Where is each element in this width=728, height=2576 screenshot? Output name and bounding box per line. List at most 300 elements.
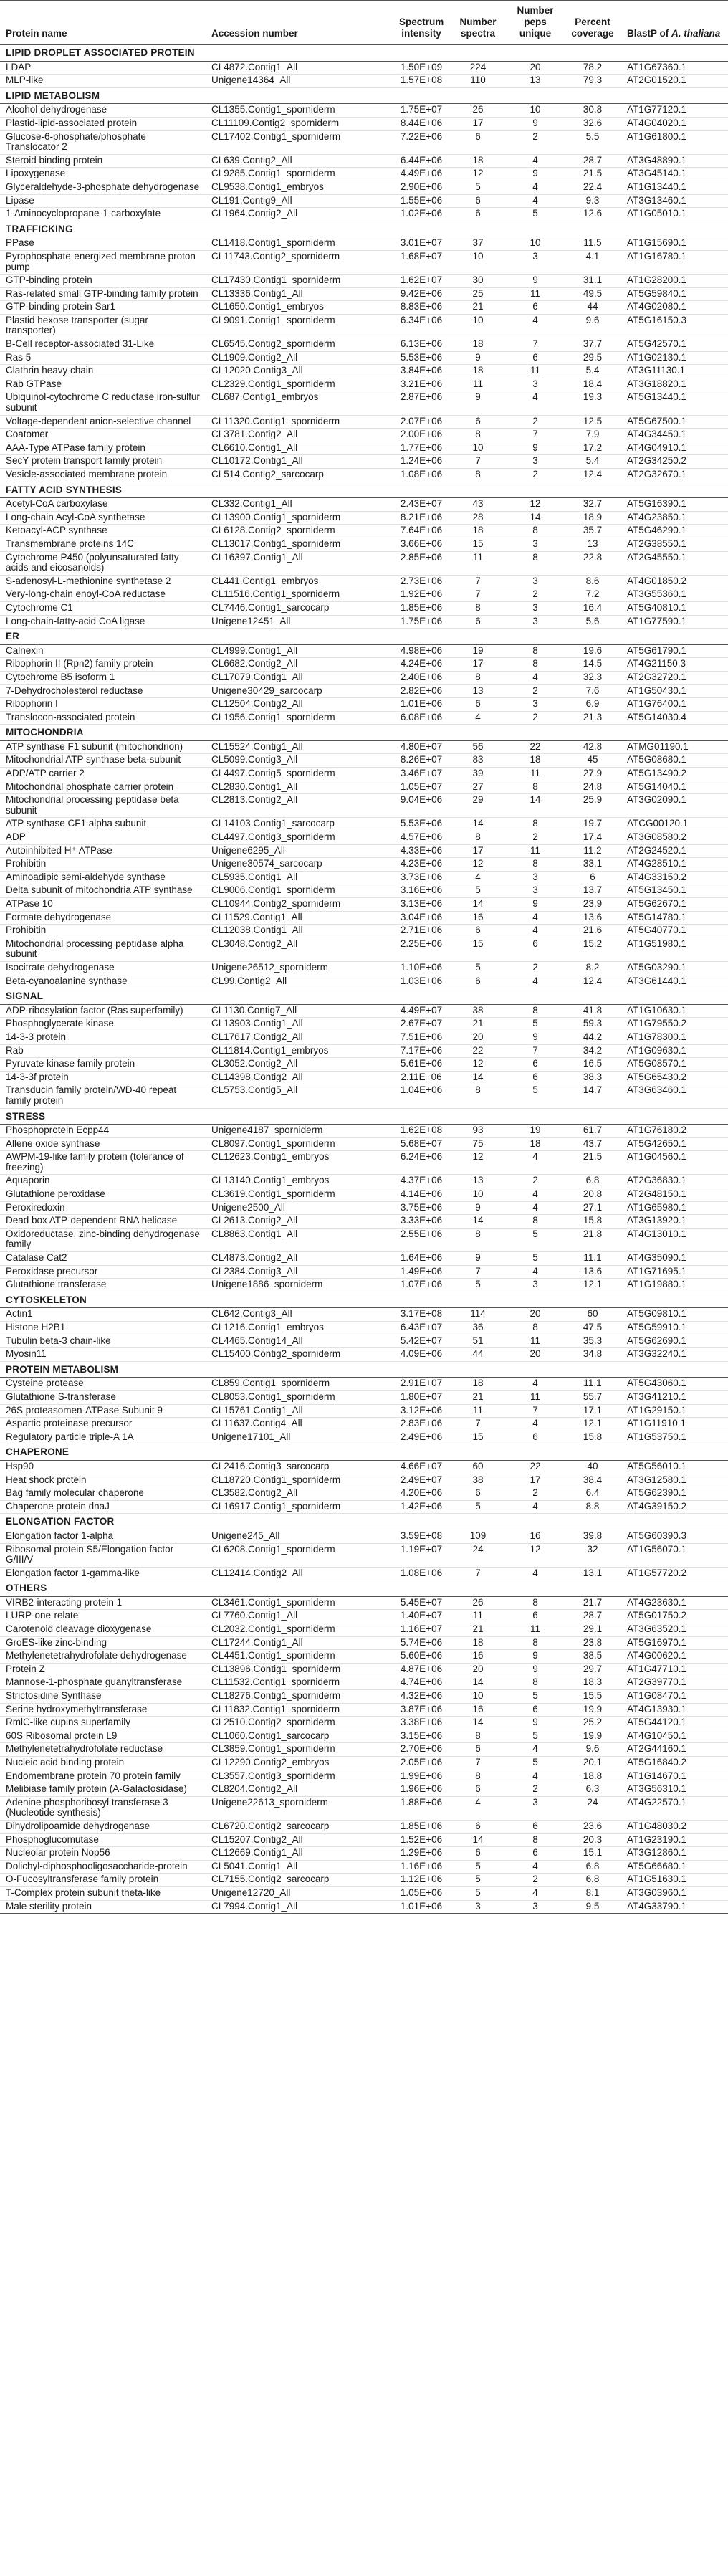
cell-percent-coverage: 17.4 bbox=[564, 831, 621, 845]
cell-percent-coverage: 24.8 bbox=[564, 781, 621, 794]
table-row bbox=[0, 1175, 728, 1188]
cell-percent-coverage: 23.6 bbox=[564, 1820, 621, 1833]
cell-number-peps-unique: 4 bbox=[507, 1743, 564, 1757]
header-number-spectra: Number spectra bbox=[449, 1, 507, 45]
cell-accession-number: CL2613.Contig2_All bbox=[206, 1215, 393, 1229]
cell-protein-name: ATP synthase CF1 alpha subunit bbox=[0, 818, 206, 831]
cell-protein-name: Prohibitin bbox=[0, 925, 206, 938]
cell-accession-number: CL3859.Contig1_sporniderm bbox=[206, 1743, 393, 1757]
cell-number-spectra: 10 bbox=[449, 1690, 507, 1704]
cell-blastp-hit: AT5G46290.1 bbox=[621, 525, 728, 538]
cell-protein-name: Carotenoid cleavage dioxygenase bbox=[0, 1623, 206, 1637]
section-title: LIPID METABOLISM bbox=[0, 87, 728, 104]
cell-spectrum-intensity: 6.08E+06 bbox=[393, 711, 449, 725]
cell-protein-name: ADP-ribosylation factor (Ras superfamily) bbox=[0, 1004, 206, 1018]
cell-number-peps-unique: 13 bbox=[507, 75, 564, 88]
cell-blastp-hit: AT3G08580.2 bbox=[621, 831, 728, 845]
cell-blastp-hit: AT5G08680.1 bbox=[621, 754, 728, 768]
cell-percent-coverage: 13.1 bbox=[564, 1567, 621, 1580]
cell-protein-name: Hsp90 bbox=[0, 1460, 206, 1474]
cell-number-peps-unique: 3 bbox=[507, 1796, 564, 1820]
cell-percent-coverage: 79.3 bbox=[564, 75, 621, 88]
cell-number-peps-unique: 4 bbox=[507, 314, 564, 338]
table-header bbox=[0, 1, 728, 45]
cell-percent-coverage: 9.6 bbox=[564, 1743, 621, 1757]
cell-percent-coverage: 18.8 bbox=[564, 1770, 621, 1783]
table-row bbox=[0, 1770, 728, 1783]
table-row bbox=[0, 1820, 728, 1833]
cell-blastp-hit: AT3G02090.1 bbox=[621, 794, 728, 818]
cell-number-spectra: 5 bbox=[449, 1886, 507, 1900]
section-header-row bbox=[0, 725, 728, 741]
cell-percent-coverage: 61.7 bbox=[564, 1125, 621, 1138]
cell-number-spectra: 38 bbox=[449, 1474, 507, 1487]
cell-blastp-hit: AT5G44120.1 bbox=[621, 1717, 728, 1730]
cell-spectrum-intensity: 5.42E+07 bbox=[393, 1335, 449, 1348]
section-title: MITOCHONDRIA bbox=[0, 725, 728, 741]
cell-percent-coverage: 21.5 bbox=[564, 168, 621, 181]
table-row bbox=[0, 511, 728, 525]
cell-number-peps-unique: 9 bbox=[507, 1650, 564, 1664]
cell-protein-name: Methylenetetrahydrofolate reductase bbox=[0, 1743, 206, 1757]
section-title: STRESS bbox=[0, 1108, 728, 1125]
cell-number-spectra: 7 bbox=[449, 575, 507, 588]
cell-spectrum-intensity: 9.04E+06 bbox=[393, 794, 449, 818]
cell-accession-number: CL11637.Contig4_All bbox=[206, 1418, 393, 1431]
cell-blastp-hit: AT3G12580.1 bbox=[621, 1474, 728, 1487]
table-row bbox=[0, 1252, 728, 1266]
cell-accession-number: CL7446.Contig1_sarcocarp bbox=[206, 601, 393, 615]
cell-blastp-hit: AT4G22570.1 bbox=[621, 1796, 728, 1820]
table-row bbox=[0, 314, 728, 338]
cell-number-spectra: 8 bbox=[449, 1084, 507, 1108]
cell-blastp-hit: AT5G16970.1 bbox=[621, 1636, 728, 1650]
cell-accession-number: CL8204.Contig2_All bbox=[206, 1783, 393, 1797]
cell-number-spectra: 21 bbox=[449, 1018, 507, 1031]
cell-protein-name: Mitochondrial phosphate carrier protein bbox=[0, 781, 206, 794]
table-row bbox=[0, 181, 728, 194]
cell-accession-number: CL17079.Contig1_All bbox=[206, 671, 393, 684]
cell-percent-coverage: 19.6 bbox=[564, 644, 621, 658]
cell-blastp-hit: AT1G77590.1 bbox=[621, 615, 728, 629]
cell-accession-number: CL2032.Contig1_sporniderm bbox=[206, 1623, 393, 1637]
cell-accession-number: CL7155.Contig2_sarcocarp bbox=[206, 1874, 393, 1887]
cell-number-spectra: 29 bbox=[449, 794, 507, 818]
cell-blastp-hit: AT3G13920.1 bbox=[621, 1215, 728, 1229]
cell-protein-name: ATPase 10 bbox=[0, 898, 206, 912]
cell-number-peps-unique: 5 bbox=[507, 1757, 564, 1770]
table-row bbox=[0, 818, 728, 831]
table-row bbox=[0, 275, 728, 288]
cell-number-peps-unique: 4 bbox=[507, 911, 564, 925]
cell-percent-coverage: 15.5 bbox=[564, 1690, 621, 1704]
cell-number-spectra: 25 bbox=[449, 287, 507, 301]
table-row bbox=[0, 1084, 728, 1108]
cell-blastp-hit: AT4G33150.2 bbox=[621, 871, 728, 884]
cell-protein-name: Heat shock protein bbox=[0, 1474, 206, 1487]
cell-protein-name: O-Fucosyltransferase family protein bbox=[0, 1874, 206, 1887]
section-title: SIGNAL bbox=[0, 988, 728, 1005]
cell-number-spectra: 36 bbox=[449, 1322, 507, 1335]
cell-number-spectra: 10 bbox=[449, 250, 507, 274]
cell-blastp-hit: AT2G44160.1 bbox=[621, 1743, 728, 1757]
cell-protein-name: Aquaporin bbox=[0, 1175, 206, 1188]
section-header-row bbox=[0, 482, 728, 498]
cell-accession-number: Unigene30574_sarcocarp bbox=[206, 858, 393, 872]
cell-spectrum-intensity: 3.46E+07 bbox=[393, 768, 449, 781]
cell-percent-coverage: 8.2 bbox=[564, 961, 621, 975]
cell-number-spectra: 14 bbox=[449, 818, 507, 831]
header-blastp-prefix: BlastP of bbox=[627, 28, 672, 39]
cell-number-peps-unique: 3 bbox=[507, 615, 564, 629]
cell-accession-number: CL2329.Contig1_sporniderm bbox=[206, 378, 393, 391]
cell-protein-name: Melibiase family protein (A-Galactosidase) bbox=[0, 1783, 206, 1797]
table-row bbox=[0, 898, 728, 912]
table-row bbox=[0, 538, 728, 551]
cell-spectrum-intensity: 9.42E+06 bbox=[393, 287, 449, 301]
cell-spectrum-intensity: 4.49E+06 bbox=[393, 168, 449, 181]
cell-percent-coverage: 5.4 bbox=[564, 455, 621, 469]
table-row bbox=[0, 684, 728, 698]
cell-number-peps-unique: 6 bbox=[507, 1847, 564, 1861]
cell-number-peps-unique: 6 bbox=[507, 1071, 564, 1084]
cell-number-spectra: 18 bbox=[449, 1378, 507, 1391]
cell-protein-name: Very-long-chain enoyl-CoA reductase bbox=[0, 588, 206, 602]
cell-number-peps-unique: 8 bbox=[507, 551, 564, 575]
cell-spectrum-intensity: 3.12E+06 bbox=[393, 1404, 449, 1418]
cell-number-peps-unique: 2 bbox=[507, 1175, 564, 1188]
cell-protein-name: VIRB2-interacting protein 1 bbox=[0, 1596, 206, 1610]
cell-spectrum-intensity: 1.57E+08 bbox=[393, 75, 449, 88]
cell-blastp-hit: AT5G40810.1 bbox=[621, 601, 728, 615]
cell-blastp-hit: AT2G32720.1 bbox=[621, 671, 728, 684]
table-row bbox=[0, 1900, 728, 1914]
table-row bbox=[0, 469, 728, 482]
cell-percent-coverage: 15.8 bbox=[564, 1215, 621, 1229]
cell-spectrum-intensity: 3.38E+06 bbox=[393, 1717, 449, 1730]
cell-blastp-hit: AT3G63520.1 bbox=[621, 1623, 728, 1637]
cell-number-spectra: 6 bbox=[449, 1487, 507, 1501]
section-title: ELONGATION FACTOR bbox=[0, 1514, 728, 1530]
cell-number-peps-unique: 4 bbox=[507, 1265, 564, 1279]
cell-percent-coverage: 12.1 bbox=[564, 1279, 621, 1292]
cell-accession-number: CL3461.Contig1_sporniderm bbox=[206, 1596, 393, 1610]
cell-number-spectra: 17 bbox=[449, 117, 507, 130]
cell-accession-number: CL18720.Contig1_sporniderm bbox=[206, 1474, 393, 1487]
cell-protein-name: Bag family molecular chaperone bbox=[0, 1487, 206, 1501]
cell-spectrum-intensity: 3.04E+06 bbox=[393, 911, 449, 925]
cell-number-peps-unique: 10 bbox=[507, 237, 564, 251]
cell-accession-number: CL5099.Contig3_All bbox=[206, 754, 393, 768]
cell-number-spectra: 11 bbox=[449, 378, 507, 391]
cell-percent-coverage: 38.5 bbox=[564, 1650, 621, 1664]
header-percent-coverage: Percent coverage bbox=[564, 1, 621, 45]
cell-number-spectra: 19 bbox=[449, 644, 507, 658]
cell-number-spectra: 11 bbox=[449, 1610, 507, 1623]
cell-protein-name: Nucleolar protein Nop56 bbox=[0, 1847, 206, 1861]
cell-number-peps-unique: 2 bbox=[507, 1487, 564, 1501]
cell-spectrum-intensity: 1.16E+06 bbox=[393, 1860, 449, 1874]
cell-protein-name: Rab bbox=[0, 1044, 206, 1058]
cell-protein-name: Allene oxide synthase bbox=[0, 1137, 206, 1151]
cell-percent-coverage: 59.3 bbox=[564, 1018, 621, 1031]
cell-spectrum-intensity: 5.53E+06 bbox=[393, 818, 449, 831]
cell-spectrum-intensity: 5.53E+06 bbox=[393, 351, 449, 365]
cell-blastp-hit: AT4G39150.2 bbox=[621, 1500, 728, 1514]
cell-number-spectra: 6 bbox=[449, 1847, 507, 1861]
cell-number-spectra: 5 bbox=[449, 961, 507, 975]
table-row bbox=[0, 525, 728, 538]
cell-spectrum-intensity: 3.16E+06 bbox=[393, 884, 449, 898]
table-row bbox=[0, 104, 728, 118]
cell-number-spectra: 110 bbox=[449, 75, 507, 88]
cell-protein-name: Mitochondrial ATP synthase beta-subunit bbox=[0, 754, 206, 768]
cell-protein-name: Ubiquinol-cytochrome C reductase iron-sulfur subunit bbox=[0, 391, 206, 415]
table-row bbox=[0, 1460, 728, 1474]
cell-blastp-hit: AT3G63460.1 bbox=[621, 1084, 728, 1108]
cell-protein-name: Dolichyl-diphosphooligosaccharide-protein bbox=[0, 1860, 206, 1874]
cell-spectrum-intensity: 1.75E+07 bbox=[393, 104, 449, 118]
table-row bbox=[0, 1228, 728, 1251]
cell-accession-number: CL14103.Contig1_sarcocarp bbox=[206, 818, 393, 831]
cell-blastp-hit: AT1G76400.1 bbox=[621, 698, 728, 712]
cell-protein-name: Ras-related small GTP-binding family protein bbox=[0, 287, 206, 301]
cell-blastp-hit: AT4G10450.1 bbox=[621, 1730, 728, 1743]
cell-spectrum-intensity: 1.16E+07 bbox=[393, 1623, 449, 1637]
cell-blastp-hit: AT1G78300.1 bbox=[621, 1031, 728, 1044]
cell-number-spectra: 4 bbox=[449, 871, 507, 884]
cell-blastp-hit: AT1G14670.1 bbox=[621, 1770, 728, 1783]
cell-number-peps-unique: 12 bbox=[507, 1543, 564, 1567]
cell-blastp-hit: AT1G67360.1 bbox=[621, 61, 728, 75]
cell-spectrum-intensity: 5.74E+06 bbox=[393, 1636, 449, 1650]
cell-percent-coverage: 7.2 bbox=[564, 588, 621, 602]
table-row bbox=[0, 884, 728, 898]
cell-accession-number: CL16397.Contig1_All bbox=[206, 551, 393, 575]
cell-protein-name: PPase bbox=[0, 237, 206, 251]
cell-accession-number: CL1130.Contig7_All bbox=[206, 1004, 393, 1018]
cell-percent-coverage: 21.8 bbox=[564, 1228, 621, 1251]
cell-number-peps-unique: 4 bbox=[507, 1418, 564, 1431]
table-row bbox=[0, 1860, 728, 1874]
cell-accession-number: CL8863.Contig1_All bbox=[206, 1228, 393, 1251]
cell-percent-coverage: 17.1 bbox=[564, 1404, 621, 1418]
cell-number-spectra: 5 bbox=[449, 1874, 507, 1887]
section-header-row bbox=[0, 629, 728, 645]
cell-protein-name: Cytochrome B5 isoform 1 bbox=[0, 671, 206, 684]
cell-blastp-hit: AT5G40770.1 bbox=[621, 925, 728, 938]
cell-accession-number: Unigene2500_All bbox=[206, 1201, 393, 1215]
cell-spectrum-intensity: 4.14E+06 bbox=[393, 1188, 449, 1202]
cell-protein-name: Clathrin heavy chain bbox=[0, 365, 206, 378]
cell-accession-number: CL5935.Contig1_All bbox=[206, 871, 393, 884]
cell-protein-name: Nucleic acid binding protein bbox=[0, 1757, 206, 1770]
cell-accession-number: CL13896.Contig1_sporniderm bbox=[206, 1663, 393, 1676]
cell-accession-number: Unigene12451_All bbox=[206, 615, 393, 629]
cell-number-peps-unique: 4 bbox=[507, 1886, 564, 1900]
table-row bbox=[0, 130, 728, 154]
cell-protein-name: Tubulin beta-3 chain-like bbox=[0, 1335, 206, 1348]
cell-percent-coverage: 29.5 bbox=[564, 351, 621, 365]
cell-number-spectra: 24 bbox=[449, 1543, 507, 1567]
cell-spectrum-intensity: 4.23E+06 bbox=[393, 858, 449, 872]
cell-percent-coverage: 23.8 bbox=[564, 1636, 621, 1650]
cell-protein-name: Mannose-1-phosphate guanyltransferase bbox=[0, 1676, 206, 1690]
cell-accession-number: CL11814.Contig1_embryos bbox=[206, 1044, 393, 1058]
table-row bbox=[0, 1404, 728, 1418]
cell-number-spectra: 56 bbox=[449, 740, 507, 754]
section-header-row bbox=[0, 1292, 728, 1308]
cell-protein-name: Plastid hexose transporter (sugar transporter) bbox=[0, 314, 206, 338]
cell-number-spectra: 8 bbox=[449, 1730, 507, 1743]
cell-spectrum-intensity: 4.09E+06 bbox=[393, 1348, 449, 1362]
cell-accession-number: CL17617.Contig2_All bbox=[206, 1031, 393, 1044]
cell-protein-name: Ribosomal protein S5/Elongation factor G/III/V bbox=[0, 1543, 206, 1567]
cell-accession-number: CL4451.Contig1_sporniderm bbox=[206, 1650, 393, 1664]
cell-protein-name: SecY protein transport family protein bbox=[0, 455, 206, 469]
cell-accession-number: CL1355.Contig1_sporniderm bbox=[206, 104, 393, 118]
cell-number-peps-unique: 4 bbox=[507, 194, 564, 208]
cell-percent-coverage: 34.2 bbox=[564, 1044, 621, 1058]
cell-number-peps-unique: 5 bbox=[507, 1228, 564, 1251]
cell-percent-coverage: 12.1 bbox=[564, 1418, 621, 1431]
header-row bbox=[0, 1, 728, 45]
cell-blastp-hit: AT5G60390.3 bbox=[621, 1530, 728, 1543]
cell-accession-number: CL3582.Contig2_All bbox=[206, 1487, 393, 1501]
cell-percent-coverage: 27.1 bbox=[564, 1201, 621, 1215]
cell-number-spectra: 44 bbox=[449, 1348, 507, 1362]
cell-spectrum-intensity: 3.73E+06 bbox=[393, 871, 449, 884]
cell-spectrum-intensity: 4.98E+06 bbox=[393, 644, 449, 658]
section-title: TRAFFICKING bbox=[0, 221, 728, 237]
cell-number-peps-unique: 3 bbox=[507, 601, 564, 615]
cell-blastp-hit: AT5G14040.1 bbox=[621, 781, 728, 794]
cell-number-peps-unique: 19 bbox=[507, 1125, 564, 1138]
cell-spectrum-intensity: 1.05E+06 bbox=[393, 1886, 449, 1900]
cell-accession-number: CL12020.Contig3_All bbox=[206, 365, 393, 378]
cell-percent-coverage: 12.5 bbox=[564, 415, 621, 429]
cell-percent-coverage: 11.1 bbox=[564, 1378, 621, 1391]
cell-number-peps-unique: 3 bbox=[507, 538, 564, 551]
table-row bbox=[0, 1847, 728, 1861]
cell-number-peps-unique: 5 bbox=[507, 1730, 564, 1743]
cell-blastp-hit: AT2G01520.1 bbox=[621, 75, 728, 88]
cell-number-spectra: 6 bbox=[449, 975, 507, 988]
cell-percent-coverage: 25.9 bbox=[564, 794, 621, 818]
cell-spectrum-intensity: 2.90E+06 bbox=[393, 181, 449, 194]
cell-number-peps-unique: 8 bbox=[507, 1004, 564, 1018]
cell-blastp-hit: AT1G05010.1 bbox=[621, 208, 728, 221]
cell-number-peps-unique: 9 bbox=[507, 898, 564, 912]
cell-protein-name: LURP-one-relate bbox=[0, 1610, 206, 1623]
cell-percent-coverage: 22.4 bbox=[564, 181, 621, 194]
cell-number-spectra: 21 bbox=[449, 301, 507, 315]
cell-protein-name: RmlC-like cupins superfamily bbox=[0, 1717, 206, 1730]
cell-protein-name: Beta-cyanoalanine synthase bbox=[0, 975, 206, 988]
cell-number-peps-unique: 2 bbox=[507, 1783, 564, 1797]
table-row bbox=[0, 1348, 728, 1362]
table-row bbox=[0, 925, 728, 938]
cell-percent-coverage: 20.1 bbox=[564, 1757, 621, 1770]
table-row bbox=[0, 1151, 728, 1175]
cell-number-peps-unique: 12 bbox=[507, 498, 564, 512]
cell-percent-coverage: 13 bbox=[564, 538, 621, 551]
section-title: ER bbox=[0, 629, 728, 645]
table-row bbox=[0, 1335, 728, 1348]
cell-number-peps-unique: 4 bbox=[507, 1770, 564, 1783]
table-row bbox=[0, 498, 728, 512]
cell-protein-name: Protein Z bbox=[0, 1663, 206, 1676]
cell-number-peps-unique: 9 bbox=[507, 117, 564, 130]
cell-number-peps-unique: 2 bbox=[507, 711, 564, 725]
cell-number-spectra: 12 bbox=[449, 1151, 507, 1175]
cell-protein-name: Peroxidase precursor bbox=[0, 1265, 206, 1279]
table-row bbox=[0, 1418, 728, 1431]
cell-percent-coverage: 18.3 bbox=[564, 1676, 621, 1690]
table-row bbox=[0, 1058, 728, 1072]
cell-percent-coverage: 29.7 bbox=[564, 1663, 621, 1676]
cell-spectrum-intensity: 2.43E+07 bbox=[393, 498, 449, 512]
cell-accession-number: CL3619.Contig1_sporniderm bbox=[206, 1188, 393, 1202]
cell-spectrum-intensity: 1.01E+06 bbox=[393, 698, 449, 712]
cell-spectrum-intensity: 1.03E+06 bbox=[393, 975, 449, 988]
table-row bbox=[0, 938, 728, 961]
cell-accession-number: CL11743.Contig2_sporniderm bbox=[206, 250, 393, 274]
cell-accession-number: Unigene14364_All bbox=[206, 75, 393, 88]
cell-spectrum-intensity: 4.20E+06 bbox=[393, 1487, 449, 1501]
cell-spectrum-intensity: 2.55E+06 bbox=[393, 1228, 449, 1251]
cell-blastp-hit: AT5G66680.1 bbox=[621, 1860, 728, 1874]
cell-percent-coverage: 7.6 bbox=[564, 684, 621, 698]
cell-accession-number: CL4497.Contig5_sporniderm bbox=[206, 768, 393, 781]
cell-spectrum-intensity: 4.37E+06 bbox=[393, 1175, 449, 1188]
cell-spectrum-intensity: 8.26E+07 bbox=[393, 754, 449, 768]
cell-number-peps-unique: 2 bbox=[507, 831, 564, 845]
cell-spectrum-intensity: 2.85E+06 bbox=[393, 551, 449, 575]
cell-accession-number: CL859.Contig1_sporniderm bbox=[206, 1378, 393, 1391]
table-row bbox=[0, 1500, 728, 1514]
cell-percent-coverage: 42.8 bbox=[564, 740, 621, 754]
cell-number-peps-unique: 9 bbox=[507, 1031, 564, 1044]
cell-blastp-hit: AT4G04910.1 bbox=[621, 442, 728, 455]
cell-accession-number: CL4873.Contig2_All bbox=[206, 1252, 393, 1266]
cell-protein-name: MLP-like bbox=[0, 75, 206, 88]
cell-number-spectra: 5 bbox=[449, 1500, 507, 1514]
cell-number-peps-unique: 5 bbox=[507, 208, 564, 221]
cell-protein-name: 14-3-3f protein bbox=[0, 1071, 206, 1084]
cell-number-peps-unique: 4 bbox=[507, 1151, 564, 1175]
table-row bbox=[0, 154, 728, 168]
cell-accession-number: CL17402.Contig1_sporniderm bbox=[206, 130, 393, 154]
table-row bbox=[0, 1650, 728, 1664]
cell-blastp-hit: AT5G42650.1 bbox=[621, 1137, 728, 1151]
cell-number-spectra: 37 bbox=[449, 237, 507, 251]
table-row bbox=[0, 208, 728, 221]
cell-percent-coverage: 5.6 bbox=[564, 615, 621, 629]
cell-number-peps-unique: 3 bbox=[507, 884, 564, 898]
cell-accession-number: CL6682.Contig2_All bbox=[206, 658, 393, 672]
cell-spectrum-intensity: 1.88E+06 bbox=[393, 1796, 449, 1820]
cell-blastp-hit: AT5G13440.1 bbox=[621, 391, 728, 415]
cell-spectrum-intensity: 1.80E+07 bbox=[393, 1390, 449, 1404]
cell-accession-number: CL15207.Contig2_All bbox=[206, 1833, 393, 1847]
cell-accession-number: CL4465.Contig14_All bbox=[206, 1335, 393, 1348]
cell-accession-number: CL6610.Contig1_All bbox=[206, 442, 393, 455]
cell-blastp-hit: AT1G10630.1 bbox=[621, 1004, 728, 1018]
section-header-row bbox=[0, 1580, 728, 1597]
cell-number-spectra: 60 bbox=[449, 1460, 507, 1474]
cell-accession-number: CL642.Contig3_All bbox=[206, 1308, 393, 1322]
